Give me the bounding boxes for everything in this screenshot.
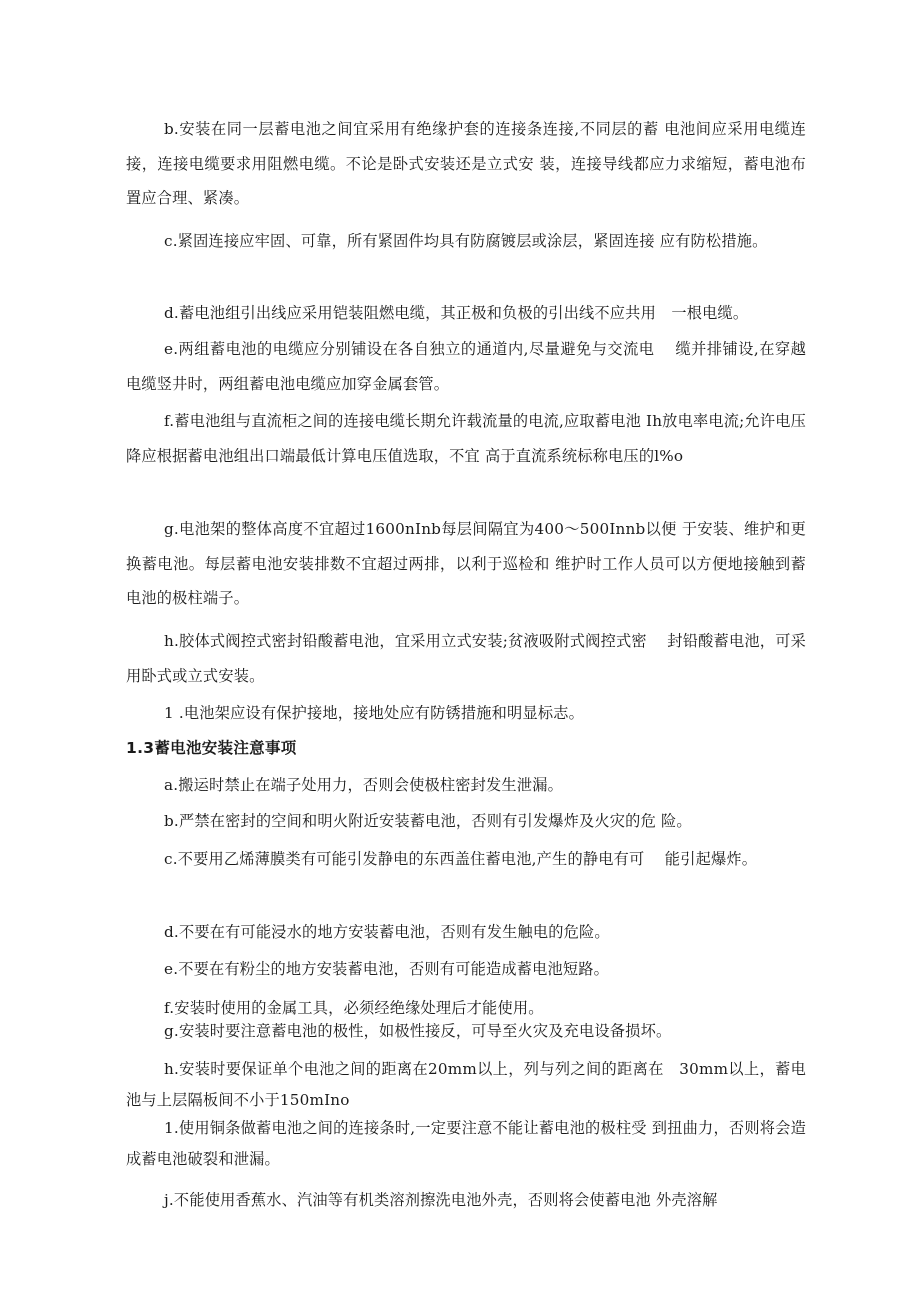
note-f-tools: f.安装时使用的金属工具，必须经绝缘处理后才能使用。	[164, 999, 544, 1017]
note-a-handling: a.搬运时禁止在端子处用力，否则会使极柱密封发生泄漏。	[164, 776, 563, 794]
note-h-spacing: h.安装时要保证单个电池之间的距离在20mm以上，列与列之间的距离在 30mm以上，蓄电池与上层隔板间不小于150mIno	[126, 1060, 806, 1109]
note-g-polarity: g.安装时要注意蓄电池的极性，如极性接反，可导至火灾及充电设备损坏。	[164, 1022, 672, 1040]
paragraph-e-cable-routing: e.两组蓄电池的电缆应分别铺设在各自独立的通道内,尽量避免与交流电 缆并排铺设,在穿越电缆竖井时，两组蓄电池电缆应加穿金属套管。	[126, 340, 806, 393]
section-heading: 1.3蓄电池安装注意事项	[126, 739, 297, 757]
paragraph-b-connection: b.安装在同一层蓄电池之间宜采用有绝缘护套的连接条连接,不同层的蓄 电池间应采用电缆连接，连接电缆要求用阻燃电缆。不论是卧式安装还是立式安 装，连接导线都应力求缩短，蓄电池布置应合理、紧凑。	[126, 120, 806, 207]
paragraph-f-current-capacity: f.蓄电池组与直流柜之间的连接电缆长期允许载流量的电流,应取蓄电池 Ih放电率电流;允许电压降应根据蓄电池组出口端最低计算电压值选取，不宜 高于直流系统标称电压的l%o	[126, 412, 806, 465]
paragraph-d-lead-cable: d.蓄电池组引出线应采用铠装阻燃电缆，其正极和负极的引出线不应共用 一根电缆。	[164, 304, 749, 322]
note-c-static: c.不要用乙烯薄膜类有可能引发静电的东西盖住蓄电池,产生的静电有可 能引起爆炸。	[164, 850, 758, 868]
paragraph-h-installation-type: h.胶体式阀控式密封铅酸蓄电池，宜采用立式安装;贫液吸附式阀控式密 封铅酸蓄电池，可采用卧式或立式安装。	[126, 632, 806, 685]
paragraph-g-rack-height: g.电池架的整体高度不宜超过1600nInb每层间隔宜为400～500Innb以便 于安装、维护和更换蓄电池。每层蓄电池安装排数不宜超过两排，以利于巡检和 维护时工作人员可以方便地接触到蓄电池的极柱端子。	[126, 520, 806, 607]
note-b-fire-risk: b.严禁在密封的空间和明火附近安装蓄电池，否则有引发爆炸及火灾的危 险。	[164, 812, 692, 830]
note-i-copper-strip: 1.使用铜条做蓄电池之间的连接条时,一定要注意不能让蓄电池的极柱受 到扭曲力，否则将会造成蓄电池破裂和泄漏。	[126, 1119, 806, 1168]
paragraph-i-grounding: 1 .电池架应设有保护接地，接地处应有防锈措施和明显标志。	[164, 704, 584, 722]
note-j-solvents: j.不能使用香蕉水、汽油等有机类溶剂擦洗电池外壳，否则将会使蓄电池 外壳溶解	[164, 1191, 718, 1209]
paragraph-c-fastening: c.紧固连接应牢固、可靠，所有紧固件均具有防腐镀层或涂层，紧固连接 应有防松措施。	[164, 232, 768, 250]
note-e-dust: e.不要在有粉尘的地方安装蓄电池，否则有可能造成蓄电池短路。	[164, 960, 610, 978]
note-d-water: d.不要在有可能浸水的地方安装蓄电池，否则有发生触电的危险。	[164, 923, 610, 941]
